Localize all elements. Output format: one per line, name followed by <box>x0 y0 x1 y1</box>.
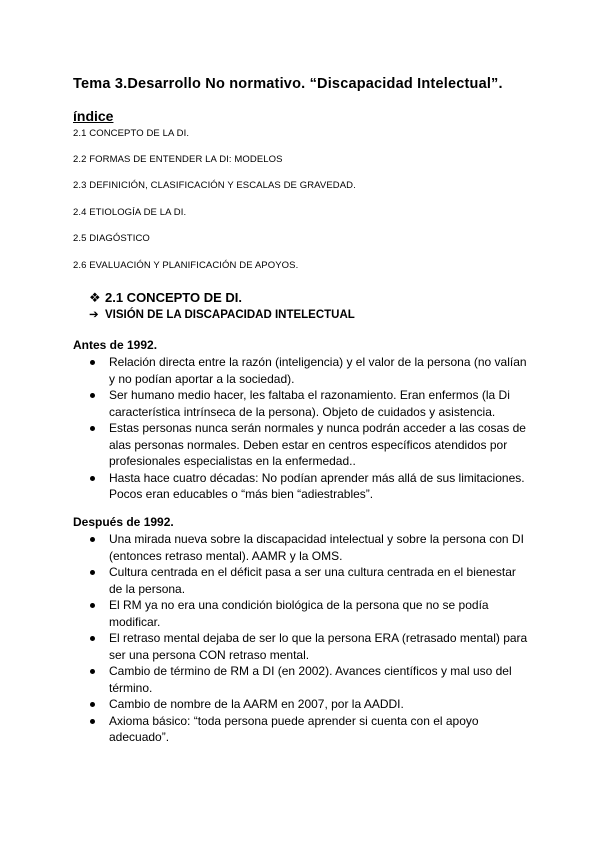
section-heading-text: 2.1 CONCEPTO DE DI. <box>105 290 243 305</box>
bullet-icon <box>90 393 95 398</box>
page-title: Tema 3.Desarrollo No normativo. “Discapacidad Intelectual”. <box>73 76 503 92</box>
bullet-icon <box>90 669 95 674</box>
list-item: Ser humano medio hacer, les faltaba el razonamiento. Eran enfermos (la Di característica intrínseca de la persona). Objeto de cuidados y asistencia. <box>89 387 529 420</box>
list-item: Relación directa entre la razón (inteligencia) y el valor de la persona (no valían y no podían aportar a la sociedad). <box>89 354 529 387</box>
bullet-icon <box>90 636 95 641</box>
list-item: Cultura centrada en el déficit pasa a ser una cultura centrada en el bienestar de la persona. <box>89 564 529 597</box>
subsection-heading-text: VISIÓN DE LA DISCAPACIDAD INTELECTUAL <box>105 309 355 321</box>
index-item: 2.4 ETIOLOGÍA DE LA DI. <box>73 207 187 218</box>
list-item: El RM ya no era una condición biológica de la persona que no se podía modificar. <box>89 597 529 630</box>
list-item: Axioma básico: “toda persona puede aprender si cuenta con el apoyo adecuado”. <box>89 713 529 746</box>
list-item: Cambio de término de RM a DI (en 2002). Avances científicos y mal uso del término. <box>89 663 529 696</box>
list-item: Cambio de nombre de la AARM en 2007, por la AADDI. <box>89 696 529 713</box>
index-item: 2.5 DIAGÓSTICO <box>73 233 150 244</box>
list-item: El retraso mental dejaba de ser lo que la persona ERA (retrasado mental) para ser una persona CON retraso mental. <box>89 630 529 663</box>
bullet-icon <box>90 570 95 575</box>
arrow-bullet-icon: ➔ <box>89 309 99 321</box>
bullet-icon <box>90 603 95 608</box>
bullet-icon <box>90 702 95 707</box>
bullet-icon <box>90 476 95 481</box>
despues-list <box>89 531 529 746</box>
index-item: 2.3 DEFINICIÓN, CLASIFICACIÓN Y ESCALAS DE GRAVEDAD. <box>73 180 356 191</box>
bullet-icon <box>90 719 95 724</box>
list-item: Hasta hace cuatro décadas: No podían aprender más allá de sus limitaciones. Pocos eran educables o “más bien “adiestrables”. <box>89 470 529 503</box>
bullet-icon <box>90 537 95 542</box>
despues-heading: Después de 1992. <box>73 515 174 529</box>
index-item: 2.6 EVALUACIÓN Y PLANIFICACIÓN DE APOYOS. <box>73 260 299 271</box>
index-heading: índice <box>73 108 114 124</box>
list-item: Una mirada nueva sobre la discapacidad intelectual y sobre la persona con DI (entonces retraso mental). AAMR y la OMS. <box>89 531 529 564</box>
index-item: 2.1 CONCEPTO DE LA DI. <box>73 128 190 139</box>
antes-list <box>89 354 529 503</box>
bullet-icon <box>90 426 95 431</box>
section-heading <box>89 290 242 306</box>
bullet-icon <box>90 360 95 365</box>
index-item: 2.2 FORMAS DE ENTENDER LA DI: MODELOS <box>73 154 283 165</box>
antes-heading: Antes de 1992. <box>73 338 158 352</box>
subsection-heading <box>89 307 355 321</box>
diamond-bullet-icon: ❖ <box>89 290 101 305</box>
list-item: Estas personas nunca serán normales y nunca podrán acceder a las cosas de alas personas normales. Deben estar en centros específicos atendidos por profesionales especialistas en la enfermedad.. <box>89 420 529 470</box>
